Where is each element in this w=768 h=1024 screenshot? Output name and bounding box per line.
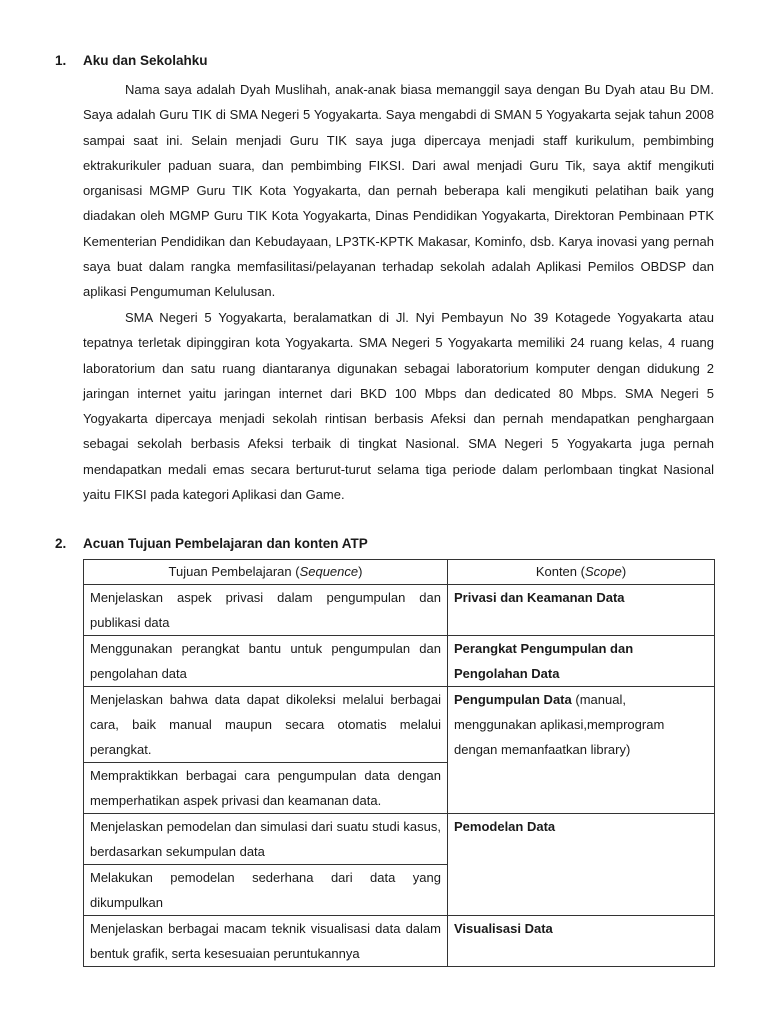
table-row [84, 814, 715, 865]
header-content-scope [448, 560, 715, 585]
content-title: Pemodelan Data [454, 819, 556, 834]
table-row [84, 636, 715, 687]
content-cell [448, 636, 715, 687]
section-2-number: 2. [55, 536, 67, 551]
atp-table [83, 559, 715, 967]
content-title: Visualisasi Data [454, 921, 553, 936]
content-cell [448, 585, 715, 636]
goal-cell: Menjelaskan pemodelan dan simulasi dari suatu studi kasus, berdasarkan sekumpulan data [84, 814, 448, 865]
header-col1-italic: Sequence [299, 564, 359, 579]
table-row [84, 916, 715, 967]
goal-cell: Menjelaskan berbagai macam teknik visualisasi data dalam bentuk grafik, serta kesesuaian peruntukannya [84, 916, 448, 967]
table-row [84, 585, 715, 636]
section-1-heading [55, 52, 208, 70]
goal-cell: Melakukan pemodelan sederhana dari data yang dikumpulkan [84, 865, 448, 916]
content-cell [448, 814, 715, 916]
section-2-title: Acuan Tujuan Pembelajaran dan konten ATP [83, 536, 368, 551]
content-title: Privasi dan Keamanan Data [454, 590, 625, 605]
goal-cell: Menjelaskan bahwa data dapat dikoleksi melalui berbagai cara, baik manual maupun secara otomatis melalui perangkat. [84, 687, 448, 763]
content-title: Perangkat Pengumpulan dan Pengolahan Data [454, 641, 634, 681]
header-col1-suffix: ) [358, 564, 363, 579]
content-detail: (manual, menggunakan aplikasi,memprogram dengan memanfaatkan library) [454, 692, 665, 757]
content-cell [448, 687, 715, 814]
table-header-row [84, 560, 715, 585]
section-1-paragraph-2 [83, 305, 714, 507]
paragraph-2-text: SMA Negeri 5 Yogyakarta, beralamatkan di Jl. Nyi Pembayun No 39 Kotagede Yogyakarta atau tepatnya terletak dipinggiran kota Yogyakarta. SMA Negeri 5 Yogyakarta memiliki 24 ruang kelas, 4 ruang laboratorium dan satu ruang diantaranya digunakan sebagai laboratorium komputer dengan didukung 2 jaringan internet yaitu jaringan internet dari BKD 100 Mbps dan dedicated 80 Mbps. SMA Negeri 5 Yogyakarta dipercaya menjadi sekolah rintisan berbasis Afeksi dan pernah mendapatkan penghargaan sebagai sekolah berbasis Afeksi terbaik di tingkat Nasional. SMA Negeri 5 Yogyakarta juga pernah mendapatkan medali emas secara berturut-turut selama tiga periode dalam perlombaan tingkat Nasional yaitu FIKSI pada kategori Aplikasi dan Game. [83, 310, 714, 503]
header-learning-objective [84, 560, 448, 585]
section-1-title: Aku dan Sekolahku [83, 53, 208, 68]
goal-cell: Menjelaskan aspek privasi dalam pengumpulan dan publikasi data [84, 585, 448, 636]
header-col2-italic: Scope [584, 564, 622, 579]
content-title: Pengumpulan Data [454, 692, 572, 707]
section-1-number: 1. [55, 53, 67, 68]
section-2-heading [55, 535, 368, 553]
header-col1-prefix: Tujuan Pembelajaran ( [168, 564, 300, 579]
content-cell [448, 916, 715, 967]
goal-cell: Mempraktikkan berbagai cara pengumpulan data dengan memperhatikan aspek privasi dan keamanan data. [84, 763, 448, 814]
section-1-paragraph-1 [83, 77, 714, 305]
paragraph-1-text: Nama saya adalah Dyah Muslihah, anak-anak biasa memanggil saya dengan Bu Dyah atau Bu DM. Saya adalah Guru TIK di SMA Negeri 5 Yogyakarta. Saya mengabdi di SMAN 5 Yogyakarta sejak tahun 2008 sampai saat ini. Selain menjadi Guru TIK saya juga dipercaya menjadi staff kurikulum, pembimbing ektrakurikuler paduan suara, dan pembimbing FIKSI. Dari awal menjadi Guru Tik, saya aktif mengikuti organisasi MGMP Guru TIK Kota Yogyakarta, dan pernah beberapa kali mengikuti pelatihan baik yang diadakan oleh MGMP Guru TIK Kota Yogyakarta, Dinas Pendidikan Yogyakarta, Direktoran Pembinaan PTK Kementerian Pendidikan dan Kebudayaan, LP3TK-KPTK Makasar, Kominfo, dsb. Karya inovasi yang pernah saya buat dalam rangka memfasilitasi/pelayanan terhadap sekolah adalah Aplikasi Pemilos OBDSP dan aplikasi Pengumuman Kelulusan. [83, 82, 714, 300]
header-col2-prefix: Konten ( [535, 564, 585, 579]
header-col2-suffix: ) [621, 564, 627, 579]
table-row [84, 687, 715, 763]
goal-cell: Menggunakan perangkat bantu untuk pengumpulan dan pengolahan data [84, 636, 448, 687]
